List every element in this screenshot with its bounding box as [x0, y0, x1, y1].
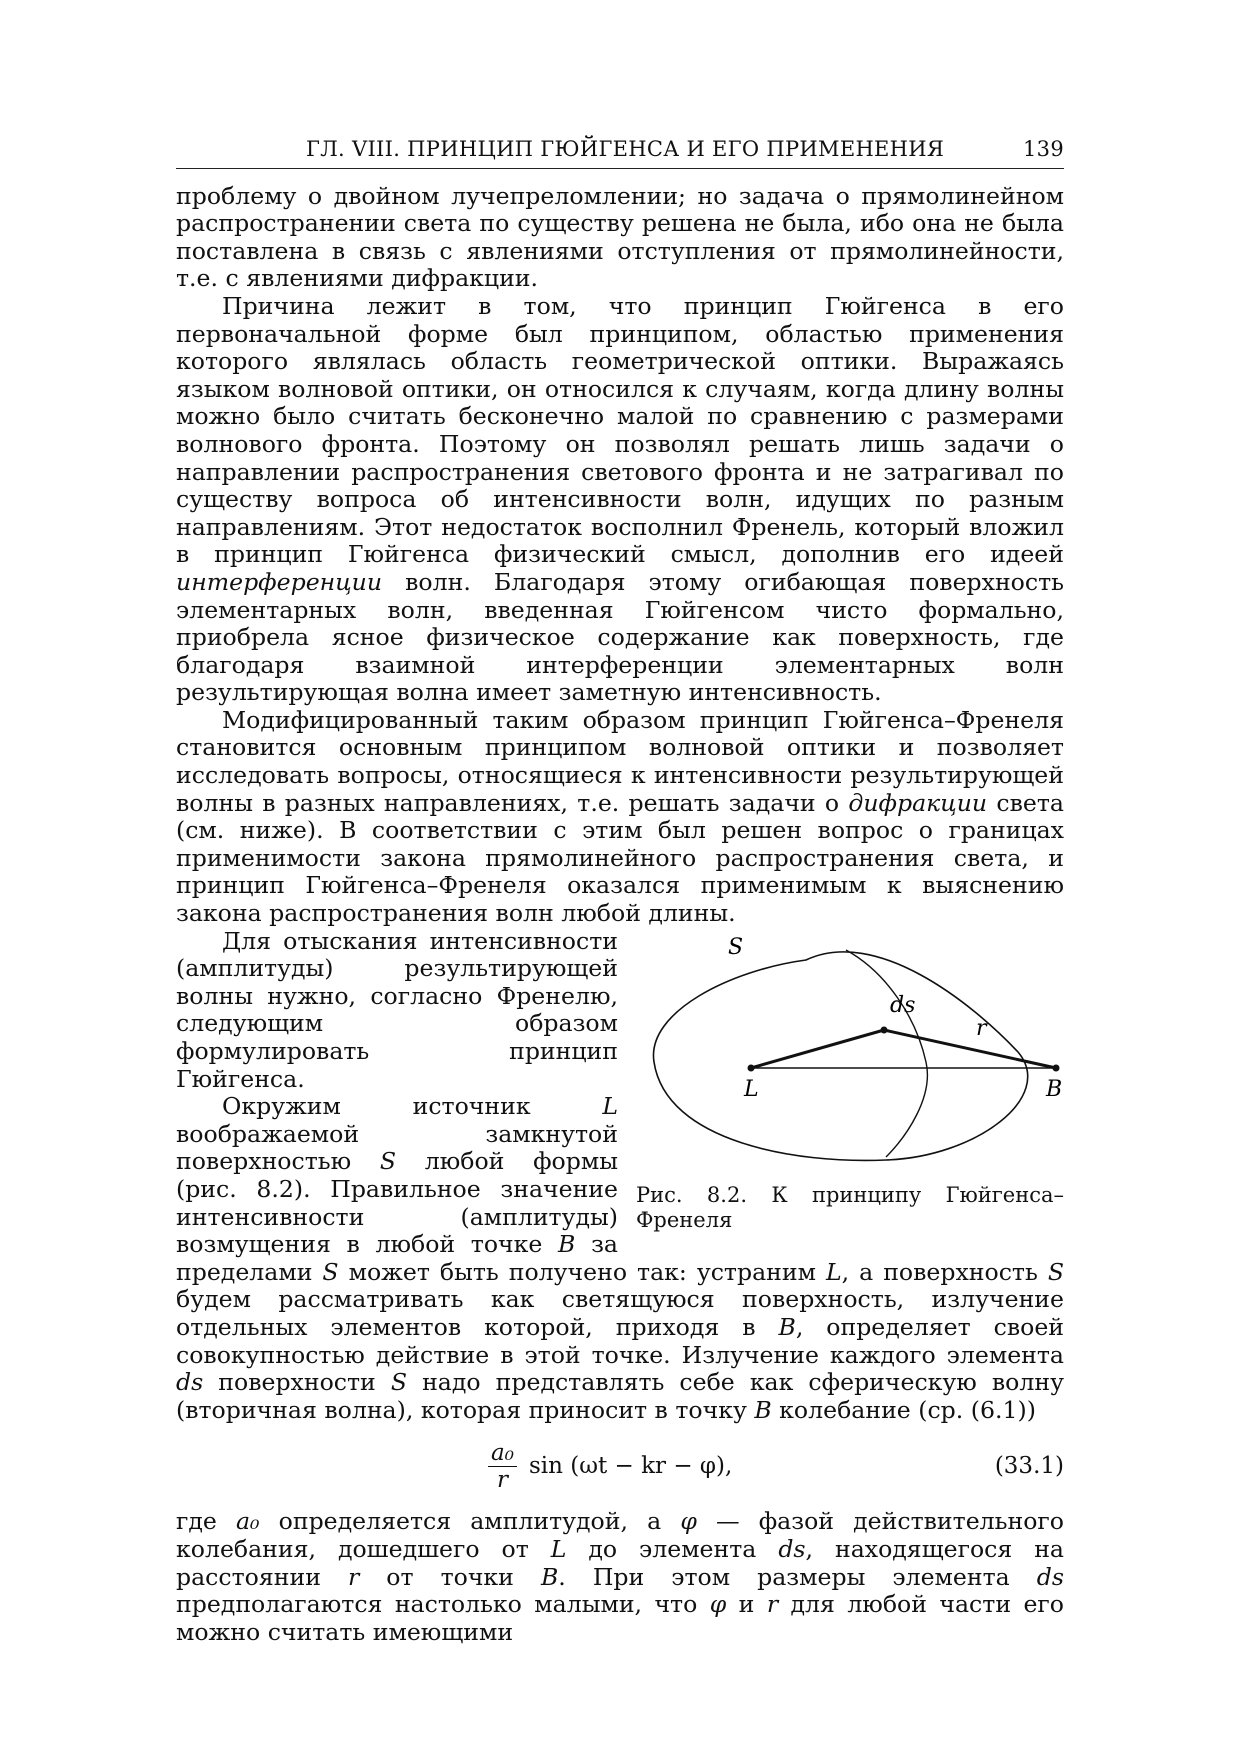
p5-var: S	[322, 1257, 339, 1286]
p6-var: r	[766, 1590, 779, 1619]
p5-text: колебание (ср. (6.1))	[771, 1395, 1036, 1424]
running-head-title: ГЛ. VIII. ПРИНЦИП ГЮЙГЕНСА И ЕГО ПРИМЕНЕНИЯ	[306, 137, 945, 161]
paragraph-4: Для отыскания интенсивности (амплитуды) результирующей волны нужно, согласно Френелю, следующим образом формулировать принцип Гюйгенса.	[176, 926, 618, 1093]
p5-text: , а поверхность	[841, 1257, 1048, 1286]
p5-var: S	[390, 1368, 408, 1397]
p5-text: за пределами	[176, 1230, 619, 1286]
paragraph-1: проблему о двойном лучепреломлении; но задача о прямолинейном распространении света по существу решена не была, ибо она не была поставлена в связь с явлениями отступления от прямолинейности, т.е. с явлениями дифракции.	[176, 181, 1064, 293]
p6-var: a₀	[235, 1507, 260, 1536]
p6-text: , находящегося на расстоянии	[176, 1534, 1064, 1591]
text-with-figure	[176, 707, 1064, 1424]
surface-S-curve	[653, 952, 1027, 1161]
paragraph-3-text-a: Модифицированный таким образом принцип Гюйгенса–Френеля становится основным принципом волновой оптики и позволяет исследовать вопросы, относящиеся к интенсивности результирующей волны в разных направлениях, т.е. решать задачи о	[176, 705, 1064, 817]
equation-body	[488, 1439, 733, 1493]
figure-diagram	[636, 932, 1064, 1177]
page-number: 139	[1023, 137, 1064, 161]
p5-var: B	[778, 1312, 796, 1341]
p5-text: будем рассматривать как светящуюся поверхность, излучение отдельных элементов которой, приходя в	[176, 1285, 1064, 1341]
paragraph-2-text-a: Причина лежит в том, что принцип Гюйгенса в его первоначальной форме был принципом, областью применения которого являлась область геометрической оптики. Выражаясь языком волновой оптики, он относился к случаям, когда длину волны можно было считать бесконечно малой по сравнению с размерами волнового фронта. Поэтому он позволял решать лишь задачи о направлении распространения светового фронта и не затрагивал по существу вопроса об интенсивности волн, идущих по разным направлениям. Этот недостаток восполнил Френель, который вложил в принцип Гюйгенса физический смысл, дополнив его идеей	[176, 291, 1064, 569]
p5-var: S	[1047, 1257, 1064, 1286]
equation-33-1	[176, 1438, 1064, 1494]
p5-var: L	[602, 1092, 618, 1121]
p6-text: и	[726, 1590, 767, 1619]
p6-text: предполагаются настолько малыми, что	[176, 1590, 710, 1619]
equation-number: (33.1)	[994, 1452, 1064, 1479]
label-B: B	[1046, 1076, 1063, 1102]
paragraph-2-emphasis: интерференции	[176, 567, 383, 596]
p6-var: B	[540, 1562, 559, 1591]
p6-text: где	[176, 1507, 236, 1536]
line-ds-B	[884, 1030, 1056, 1068]
p5-text: может быть получено так: устраним	[338, 1257, 826, 1286]
p5-text: надо представлять себе как сферическую волну (вторичная волна), которая приносит в точку	[176, 1368, 1064, 1424]
p6-var: φ	[680, 1507, 697, 1536]
p5-text: поверхности	[203, 1368, 391, 1397]
p5-var: S	[379, 1147, 397, 1176]
p6-var: r	[347, 1562, 360, 1591]
line-L-ds	[751, 1030, 884, 1068]
p6-text: до элемента	[566, 1534, 779, 1563]
paragraph-2-text-b: волн. Благодаря этому огибающая поверхность элементарных волн, введенная Гюйгенсом чисто формально, приобрела ясное физическое содержание как поверхность, где благодаря взаимной интерференции элементарных волн результирующая волна имеет заметную интенсивность.	[176, 567, 1064, 707]
p5-text: Окружим источник	[222, 1092, 603, 1121]
paragraph-3-text-b: света (см. ниже). В соответствии с этим был решен вопрос о границах применимости закона прямолинейного распространения света, и принцип Гюйгенса–Френеля оказался применимым к выяснению закона распространения волн любой длины.	[176, 788, 1064, 928]
figure-caption: Рис. 8.2. К принципу Гюйгенса–Френеля	[636, 1182, 1064, 1232]
fraction	[488, 1439, 517, 1493]
figure-8-2	[636, 932, 1064, 1233]
page	[176, 136, 1064, 1646]
p6-text: . При этом размеры элемента	[558, 1562, 1037, 1591]
paragraph-3-emphasis: дифракции	[848, 788, 988, 817]
label-ds: ds	[890, 992, 916, 1018]
p5-var: ds	[176, 1368, 204, 1397]
fraction-denominator: r	[496, 1466, 508, 1493]
p6-text: для любой части его можно считать имеющими	[176, 1590, 1064, 1646]
fraction-numerator: a₀	[488, 1442, 517, 1467]
p5-text: , определяет своей совокупностью действие в этой точке. Излучение каждого элемента	[176, 1312, 1065, 1369]
p6-text: от точки	[359, 1562, 541, 1591]
p5-text: воображаемой замкнутой поверхностью	[176, 1119, 618, 1176]
label-S: S	[728, 934, 744, 960]
label-L: L	[744, 1076, 759, 1102]
point-ds	[881, 1026, 888, 1033]
p6-text: — фазой действительного колебания, дошедшего от	[176, 1507, 1064, 1563]
p6-text: определяется амплитудой, а	[259, 1507, 681, 1536]
p6-var: φ	[709, 1590, 727, 1619]
label-r: r	[976, 1015, 987, 1041]
point-L	[748, 1064, 755, 1071]
equation-expression: sin (ωt − kr − φ),	[528, 1452, 733, 1479]
paragraph-2	[176, 293, 1064, 707]
paragraph-6	[176, 1508, 1064, 1646]
p5-var: B	[754, 1395, 772, 1424]
running-head	[176, 136, 1064, 169]
paragraph-3	[176, 707, 1064, 928]
p5-var: L	[825, 1257, 842, 1286]
p6-var: ds	[778, 1534, 806, 1563]
p6-var: ds	[1036, 1562, 1064, 1591]
p6-var: L	[550, 1534, 567, 1563]
point-B	[1053, 1064, 1060, 1071]
wavefront-arc	[846, 950, 927, 1157]
p5-text: любой формы (рис. 8.2). Правильное значение интенсивности (амплитуды) возмущения в любой точке	[176, 1147, 619, 1259]
p5-var: B	[558, 1230, 576, 1259]
